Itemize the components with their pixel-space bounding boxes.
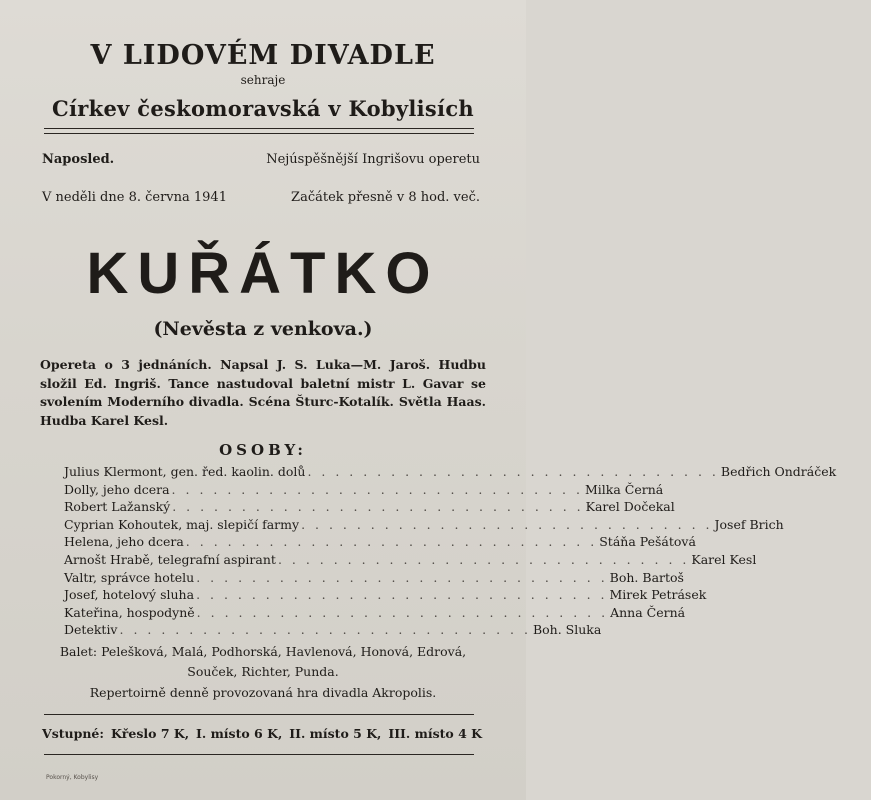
dot-leader: . . . . . . . . . . . . . . . . . . . . . . . . . . . . . . <box>301 516 713 532</box>
announce-row-2 <box>42 190 480 205</box>
cast-actor: Anna Černá <box>610 604 686 620</box>
dot-leader: . . . . . . . . . . . . . . . . . . . . . . . . . . . . . . <box>307 464 719 479</box>
start-time: Začátek přesně v 8 hod. več. <box>291 190 480 205</box>
cast-list <box>64 463 837 639</box>
price-item: Křeslo 7 K, <box>110 726 190 741</box>
prices-row <box>42 726 482 741</box>
dot-leader: . . . . . . . . . . . . . . . . . . . . . . . . . . . . . . <box>277 551 690 567</box>
cast-role: Kateřina, hospodyně <box>64 604 195 620</box>
cast-actor: Milka Černá <box>584 481 664 497</box>
cast-heading: OSOBY: <box>219 441 307 459</box>
play-subtitle: (Nevěsta z venkova.) <box>153 318 373 340</box>
divider-top-2 <box>44 133 474 134</box>
dot-leader: . . . . . . . . . . . . . . . . . . . . . . . . . . . . . . <box>185 534 598 550</box>
price-item: III. místo 4 K <box>388 726 482 741</box>
prices-label: Vstupné: <box>42 726 104 741</box>
price-item: I. místo 6 K, <box>196 726 283 741</box>
cast-role: Helena, jeho dcera <box>64 534 184 550</box>
price-item: II. místo 5 K, <box>289 726 382 741</box>
cast-role: Robert Lažanský <box>64 499 171 515</box>
cast-row <box>64 481 664 499</box>
operetta-note: Nejúspěšnější Ingrišovu operetu <box>266 152 480 167</box>
divider-bottom-1 <box>44 714 474 715</box>
cast-role: Josef, hotelový sluha <box>64 587 195 603</box>
cast-actor: Karel Kesl <box>691 551 757 567</box>
performance-date: V neděli dne 8. června 1941 <box>42 190 227 205</box>
cast-row <box>64 569 684 587</box>
cast-actor: Boh. Bartoš <box>609 569 684 585</box>
dot-leader: . . . . . . . . . . . . . . . . . . . . . . . . . . . . . . <box>119 622 531 638</box>
theatre-heading: V LIDOVÉM DIVADLE <box>90 40 436 71</box>
dot-leader: . . . . . . . . . . . . . . . . . . . . . . . . . . . . . . <box>196 569 608 585</box>
cast-actor: Mirek Petrásek <box>609 587 707 603</box>
cast-row <box>64 586 707 604</box>
cast-row <box>64 621 602 639</box>
cast-actor: Boh. Sluka <box>532 622 602 638</box>
repertoire-note: Repertoirně denně provozovaná hra divadla Akropolis. <box>89 685 437 700</box>
cast-row <box>64 516 784 534</box>
dot-leader: . . . . . . . . . . . . . . . . . . . . . . . . . . . . . . <box>196 587 608 603</box>
cast-role: Detektiv <box>64 622 118 638</box>
divider-top-1 <box>44 128 474 129</box>
cast-role: Valtr, správce hotelu <box>64 569 195 585</box>
cast-actor: Bedřich Ondráček <box>720 464 837 479</box>
cast-row <box>64 551 757 569</box>
balet-text: Balet: Pelešková, Malá, Podhorská, Havlenová, Honová, Edrová, Souček, Richter, Punda. <box>59 644 467 679</box>
cast-role: Cyprian Kohoutek, maj. slepičí farmy <box>64 516 300 532</box>
cast-role: Arnošt Hrabě, telegrafní aspirant <box>64 551 276 567</box>
divider-bottom-2 <box>44 754 474 755</box>
cast-row <box>64 604 686 622</box>
naposled-text: Naposled. <box>42 152 115 167</box>
cast-actor: Stáňa Pešátová <box>599 534 696 550</box>
cast-row <box>64 533 696 551</box>
dot-leader: . . . . . . . . . . . . . . . . . . . . . . . . . . . . . . <box>172 499 584 515</box>
play-title: KUŘÁTKO <box>86 241 440 306</box>
cast-actor: Karel Dočekal <box>585 499 675 515</box>
cast-actor: Josef Brich <box>714 516 784 532</box>
sehraje-text: sehraje <box>240 73 286 87</box>
announce-row-1 <box>42 152 480 167</box>
printer-credit: Pokorný, Kobylisy <box>46 774 99 781</box>
dot-leader: . . . . . . . . . . . . . . . . . . . . . . . . . . . . . . <box>171 481 583 497</box>
company-name: Církev českomoravská v Kobylisích <box>51 96 474 121</box>
cast-row <box>64 498 675 516</box>
dot-leader: . . . . . . . . . . . . . . . . . . . . . . . . . . . . . . <box>196 604 609 620</box>
cast-role: Dolly, jeho dcera <box>64 481 170 497</box>
play-description: Opereta o 3 jednáních. Napsal J. S. Luka—M. Jaroš. Hudbu složil Ed. Ingriš. Tance nastudoval baletní mistr L. Gavar se svolením Moderního divadla. Scéna Šturc-Kotalík. Světla Haas. Hudba Karel Kesl. <box>40 357 486 428</box>
cast-role: Julius Klermont, gen. řed. kaolin. dolů <box>64 464 306 479</box>
cast-row <box>64 463 837 481</box>
